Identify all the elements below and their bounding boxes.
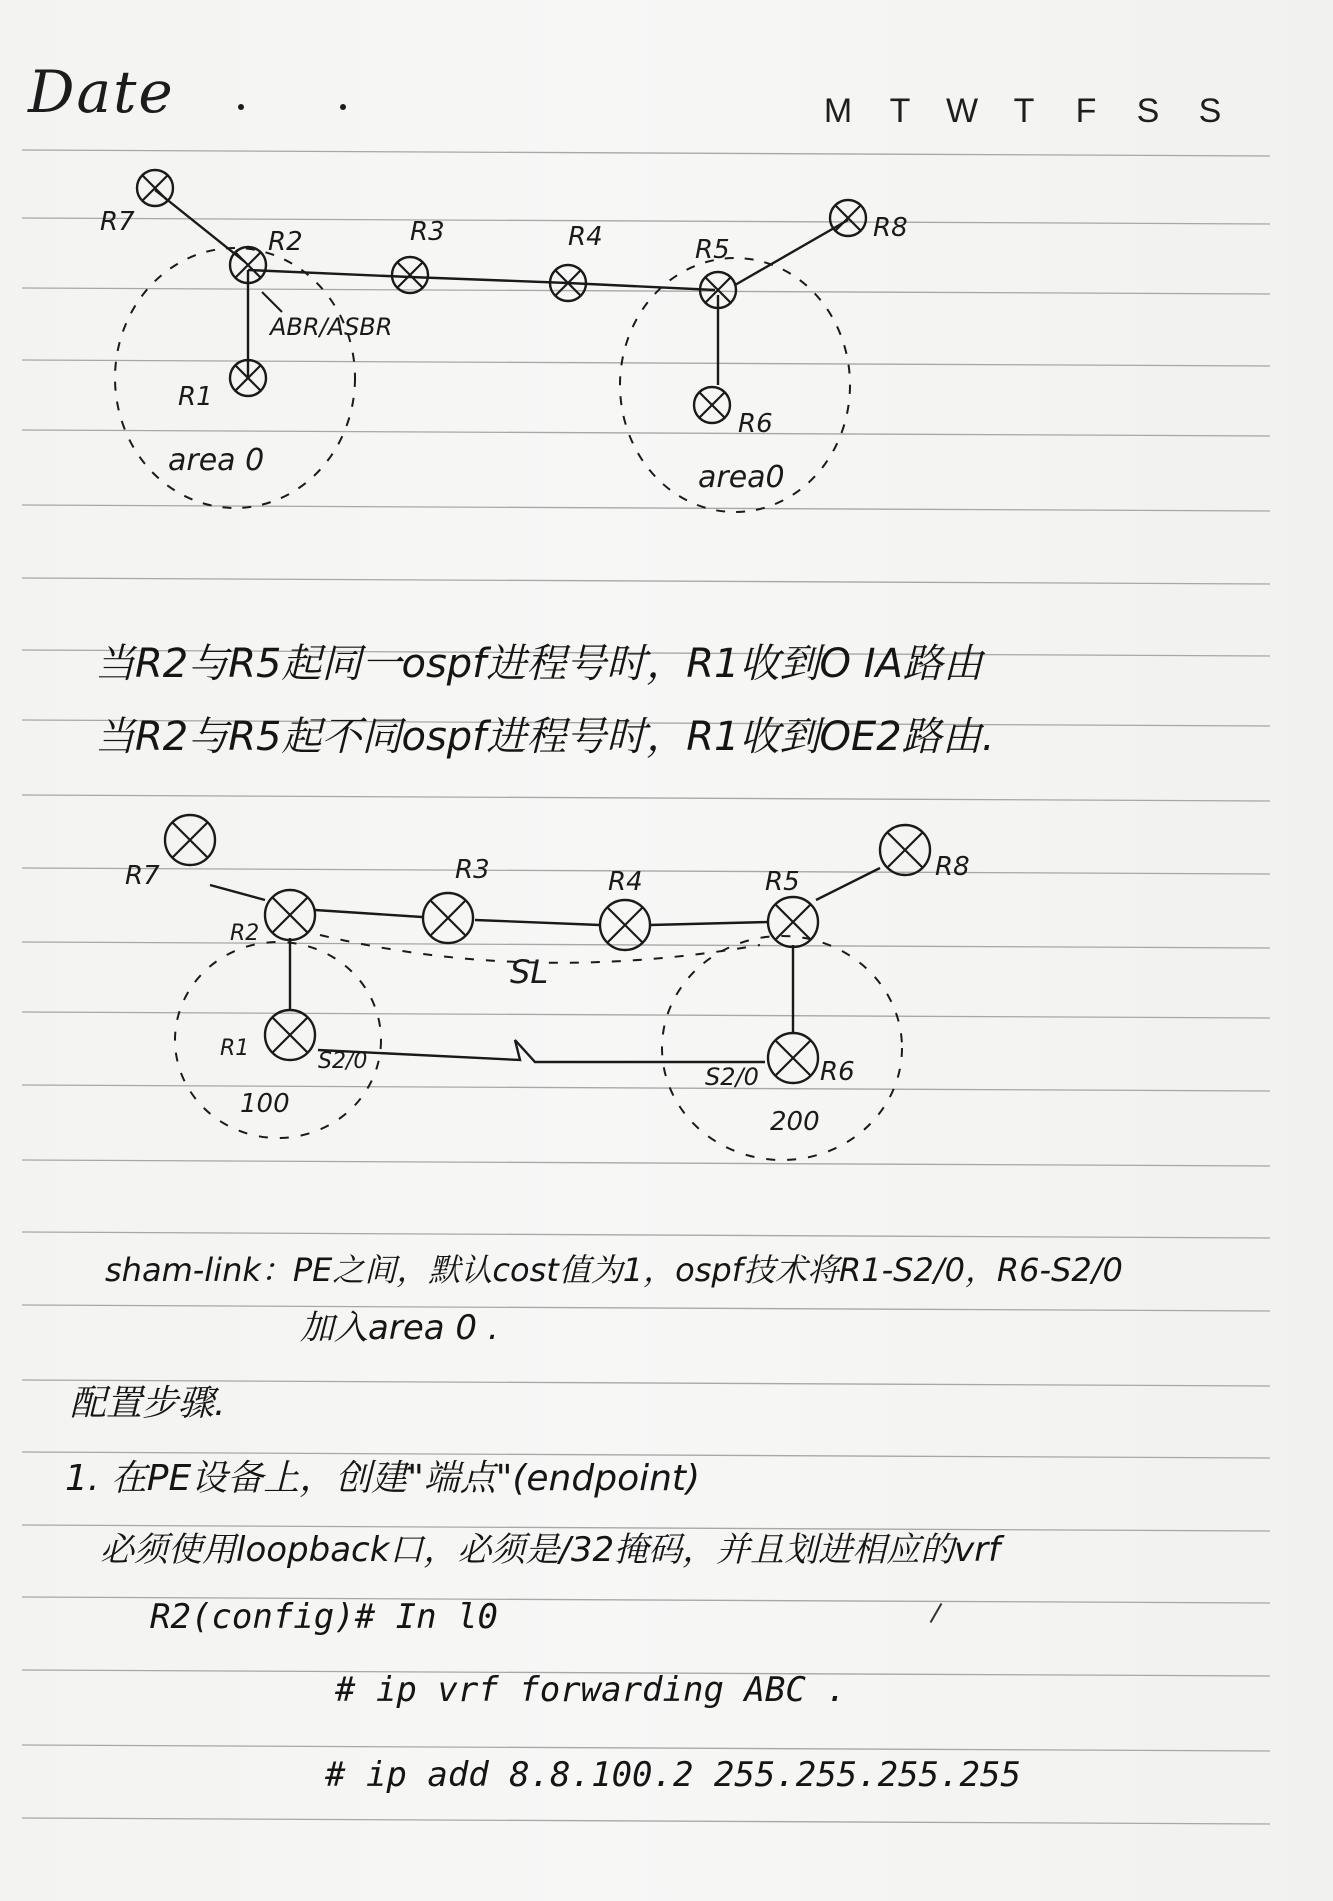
area-label: area 0 — [168, 443, 265, 478]
interface-label: S2/0 — [318, 1049, 368, 1074]
router-icon — [768, 897, 818, 947]
sham-link-label: SL — [510, 953, 549, 991]
steps-title: 配置步骤. — [70, 1383, 226, 1424]
router-label-r6: R6 — [820, 1057, 855, 1087]
router-label-r5: R5 — [765, 867, 800, 897]
router-label-r1: R1 — [178, 382, 213, 412]
date-label: Date — [28, 58, 175, 126]
router-icon — [694, 387, 730, 423]
abr-asbr-note: ABR/ASBR — [270, 313, 393, 341]
router-label-r4: R4 — [568, 222, 603, 252]
sham-link-note: sham-link：PE之间，默认cost值为1，ospf技术将R1-S2/0，R6-S2/0 — [105, 1251, 1123, 1289]
note-line: 当R2与R5起不同ospf进程号时，R1收到OE2路由. — [95, 714, 995, 760]
router-label-r2: R2 — [230, 921, 260, 946]
note-line: 当R2与R5起同一ospf进程号时，R1收到O IA路由 — [95, 641, 983, 687]
weekday: S — [1136, 92, 1166, 130]
router-icon — [423, 893, 473, 943]
config-command: # ip vrf forwarding ABC . — [335, 1670, 847, 1710]
router-label-r5: R5 — [695, 235, 730, 265]
sham-link-note-cont: 加入area 0 . — [300, 1308, 499, 1348]
router-icon — [768, 1033, 818, 1083]
ruled-line — [22, 1305, 1270, 1311]
area-label: area0 — [698, 460, 785, 495]
area-label: 200 — [770, 1107, 820, 1137]
router-icon — [137, 170, 173, 206]
step-1: 1. 在PE设备上，创建"端点"(endpoint) — [65, 1458, 701, 1499]
router-label-r6: R6 — [738, 409, 773, 439]
router-icon — [880, 825, 930, 875]
router-label-r8: R8 — [873, 213, 908, 243]
config-command: R2(config)# In l0 — [150, 1597, 498, 1637]
weekday: T — [1013, 92, 1041, 130]
router-label-r8: R8 — [935, 852, 970, 882]
ruled-line — [22, 1745, 1270, 1751]
router-icon — [830, 200, 866, 236]
area-label: 100 — [240, 1089, 290, 1119]
weekday: T — [889, 92, 917, 130]
router-icon — [165, 815, 215, 865]
config-command: # ip add 8.8.100.2 255.255.255.255 — [325, 1755, 1021, 1795]
router-label-r4: R4 — [608, 867, 643, 897]
topology-diagram-1 — [0, 0, 1333, 560]
weekday: F — [1075, 92, 1103, 130]
ruled-line — [22, 1232, 1270, 1238]
router-icon — [600, 900, 650, 950]
router-icon — [265, 1010, 315, 1060]
interface-label: S2/0 — [705, 1063, 759, 1091]
router-label-r3: R3 — [455, 855, 490, 885]
router-icon — [392, 257, 428, 293]
weekday: S — [1198, 92, 1228, 130]
weekday: W — [945, 92, 985, 130]
step-1-detail: 必须使用loopback口，必须是/32掩码，并且划进相应的vrf — [100, 1530, 1001, 1570]
router-label-r3: R3 — [410, 217, 445, 247]
router-label-r7: R7 — [100, 207, 135, 237]
topology-diagram-2 — [0, 780, 1333, 1180]
ruled-line — [22, 578, 1270, 584]
weekday: M — [823, 92, 859, 130]
router-label-r2: R2 — [268, 227, 303, 257]
router-icon — [265, 890, 315, 940]
router-label-r7: R7 — [125, 861, 160, 891]
ruled-line — [22, 1818, 1270, 1824]
router-label-r1: R1 — [220, 1036, 250, 1061]
